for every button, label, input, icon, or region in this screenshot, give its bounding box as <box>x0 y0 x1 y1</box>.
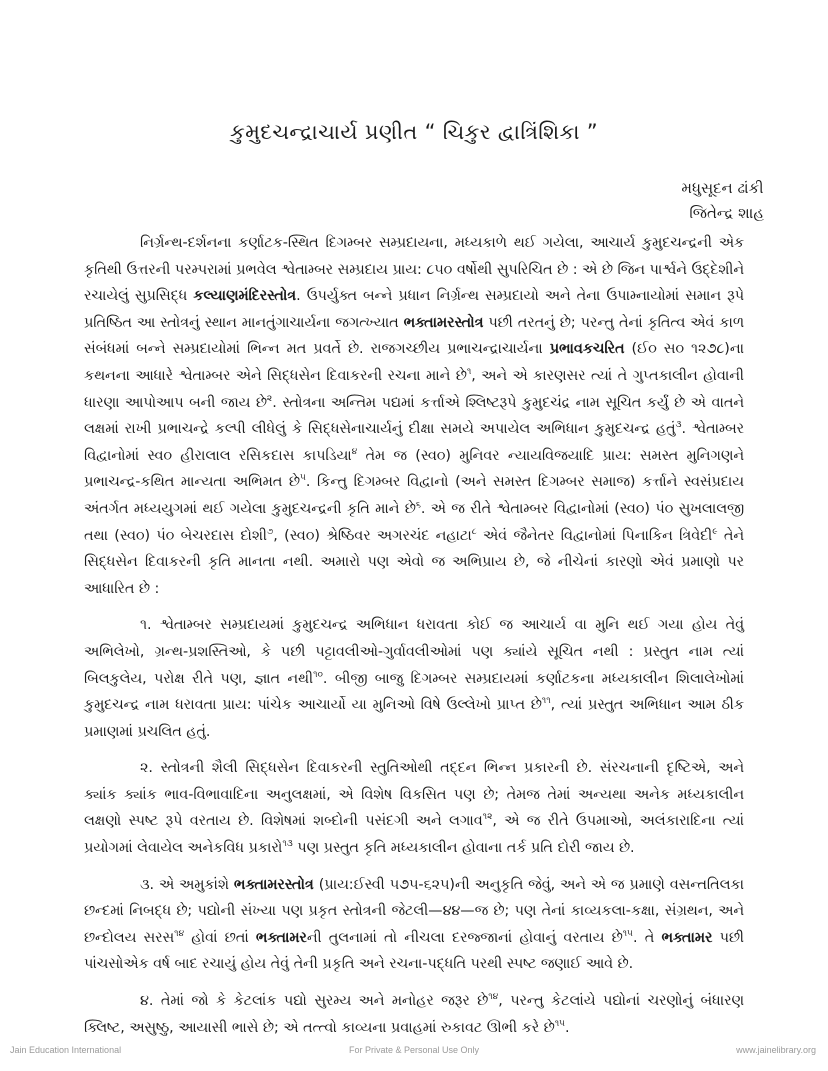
footnote-reference: ૧૦ <box>313 669 323 680</box>
paragraph-text: . કિન્તુ દિગમ્બર વિદ્વાનો (અને સમસ્ત દિગમ્બર સમાજ) કર્ત્તાને સ્વસંપ્રદાય અંતર્ગત મધ્યયુગમાં થઈ ગયેલા કુમુદચન્દ્રની કૃતિ માને છે <box>84 474 744 517</box>
bold-title-text: ભક્તામર <box>255 929 307 946</box>
bold-title-text: ભક્તામરસ્તોત્ર <box>403 314 484 331</box>
article-title: કુમુદચન્દ્રાચાર્ય પ્રણીત “ ચિકુર દ્વાત્રિંશિકા ” <box>230 120 598 144</box>
footnote-reference: ૩ <box>675 420 682 431</box>
footnote-reference: ૧ <box>466 367 472 378</box>
body-paragraph <box>84 230 744 602</box>
paragraph-text: પછી તરતનું છે; પરન્તુ તેનાં કૃતિત્વ એવં કાળ સંબંધમાં બન્ને સમ્પ્રદાયોમાં ભિન્ન મત પ્રવર્તે છે. રાજગચ્છીય પ્રભાચન્દ્રાચાર્યના <box>84 314 744 358</box>
footnote-reference: ૭ <box>267 526 274 537</box>
footer-publisher: Jain Education International <box>10 1045 122 1055</box>
body-paragraph <box>84 988 744 1041</box>
paragraph-text: ૨. સ્તોત્રની શૈલી સિદ્ધસેન દિવાકરની સ્તુતિઓથી તદ્દન ભિન્ન પ્રકારની છે. સંરચનાની દૃષ્ટિએ, અને ક્યાંક ક્યાંક ભાવ-વિભાવાદિના અનુલક્ષમાં, એ વિશેષ વિકસિત પણ છે; તેમજ તેમાં અન્યથા અનેક મધ્યકાલીન લક્ષણો સ્પષ્ટ રૂપે વરતાય છે. વિશેષમાં શબ્દોની પસંદગી અને લગાવ <box>84 760 744 830</box>
paragraph-text: ૧. શ્વેતામ્બર સમ્પ્રદાયમાં કુમુદચન્દ્ર અભિધાન ધરાવતા કોઈ જ આચાર્ય વા મુનિ થઈ ગયા હોય તેવું અભિલેખો, ગ્રન્થ-પ્રશસ્તિઓ, કે પછી પટ્ટાવલીઓ-ગુર્વાવલીઓમાં પણ ક્યાંયે સૂચિત નથી : પ્રસ્તુત નામ ત્યાં બિલકુલેય, પરોક્ષ રીતે પણ, જ્ઞાત નથી <box>84 617 744 687</box>
paragraph-text: . તે <box>632 929 662 946</box>
paragraph-text: . એ જ રીતે શ્વેતામ્બર વિદ્વાનોમાં (સ્વ૦) પં૦ સુખલાલજી તથા (સ્વ૦) પં૦ બેચરદાસ દોશી <box>84 500 744 544</box>
footnote-reference: ૧૪ <box>488 992 499 1003</box>
paragraph-text: તેમ જ (સ્વ૦) મુનિવર ન્યાયવિજયાદિ પ્રાય: સમસ્ત મુનિગણને પ્રભાચન્દ્ર-કથિત માન્યતા અભિમત છે <box>84 447 744 491</box>
paragraph-text: ૪. તેમાં જો કે કેટલાંક પદ્યો સુરમ્ય અને મનોહર જરૂર છે <box>140 993 489 1010</box>
bold-title-text: પ્રભાવકચરિત <box>549 341 625 358</box>
paragraph-text: . <box>565 1019 570 1036</box>
paragraph-text: . ઉપર્યુક્ત બન્ને પ્રધાન નિર્ગ્રન્થ સમ્પ્રદાયો અને તેના ઉપામ્નાયોમાં સમાન રૂપે પ્રતિષ્ઠિત આ સ્તોત્રનું સ્થાન માનતુંગાચાર્યના જગત્ખ્યાત <box>84 288 744 331</box>
paragraph-text: હોવાં છતાં <box>184 929 256 946</box>
paragraph-text: પછી પાંચસોએક વર્ષ બાદ રચાયું હોય તેવું તેની પ્રકૃતિ અને રચના-પદ્ધતિ પરથી સ્પષ્ટ જણાઈ આવે છે. <box>84 929 744 973</box>
footer-usage-note: For Private & Personal Use Only <box>348 1045 480 1055</box>
article-body <box>84 230 744 1051</box>
body-paragraph <box>84 755 744 861</box>
body-paragraph <box>84 612 744 745</box>
paragraph-text: એવં જૈનેતર વિદ્વાનોમાં પિનાકિન ત્રિવેદી <box>476 527 713 544</box>
author-name: મધુસૂદન ઢાંકી <box>681 179 764 197</box>
bold-title-text: ભક્તામર <box>661 929 713 946</box>
footnote-reference: ૧૨ <box>482 812 493 823</box>
paragraph-text: ની તુલનામાં તો નીચલા દરજ્જાનાં હોવાનું વરતાય છે <box>306 929 623 946</box>
footnote-reference: ૫ <box>299 473 306 484</box>
body-paragraph <box>84 872 744 978</box>
footnote-reference: ૧૩ <box>282 839 293 850</box>
footnote-reference: ૧૫ <box>622 929 633 940</box>
paragraph-text: (પ્રાય:ઈસ્વી ૫૭૫-૬૨૫)ની અનુકૃતિ જેવું, અને એ જ પ્રમાણે વસન્તતિલકા છન્દમાં નિબદ્ધ છે; પદ્યોની સંખ્યા પણ પ્રકૃત સ્તોત્રની જેટલી—૪૪—જ છે; પણ તેનાં કાવ્યકલા-કક્ષા, સંગ્રથન, અને છન્દોલય સરસ <box>84 876 744 946</box>
paragraph-text: . સ્તોત્રના અન્તિમ પદ્યમાં કર્ત્તાએ શ્લિષ્ટરૂપે કુમુદચંદ્ર નામ સૂચિત કર્યું છે એ વાતને લક્ષમાં રાખી પ્રભાચન્દ્રે કલ્પી લીધેલું કે સિદ્ધસેનાચાર્યનું દીક્ષા સમયે અપાયેલ અભિધાન કુમુદચન્દ્ર હતું <box>84 394 744 438</box>
footnote-reference: ૧૧ <box>541 696 551 707</box>
paragraph-text: તેને સિદ્ધસેન દિવાકરની કૃતિ માનતા નથી. અમારો પણ એવો જ અભિપ્રાય છે, જે નીચેનાં કારણો એવં પ્રમાણો પર આધારિત છે : <box>84 527 744 597</box>
author-name: જિતેન્દ્ર શાહ <box>689 204 764 222</box>
footnote-reference: ૧૫ <box>554 1018 566 1029</box>
paragraph-text: નિર્ગ્રન્થ-દર્શનના કર્ણાટક-સ્થિત દિગમ્બર સમ્પ્રદાયના, મધ્યકાળે થઈ ગયેલા, આચાર્ય કુમુદચન્દ્રની એક કૃતિથી ઉત્તરની પરમ્પરામાં પ્રભવેલ શ્વેતામ્બર સમ્પ્રદાય પ્રાય: ૮૫૦ વર્ષોથી સુપરિચિત છે : એ છે જિન પાર્શ્વને ઉદ્દેશીને રચાયેલું સુપ્રસિદ્ધ <box>84 235 744 305</box>
footnote-reference: ૯ <box>712 526 718 537</box>
paragraph-text: ૩. એ અમુકાંશે <box>140 876 234 893</box>
paragraph-text: , (સ્વ૦) શ્રેષ્ઠિવર અગરચંદ નહાટા <box>273 527 472 544</box>
paragraph-text: , પરન્તુ કેટલાંયે પદ્યોનાં ચરણોનું બંધારણ ક્લિષ્ટ, અસુષ્ઠુ, આયાસી ભાસે છે; એ તત્ત્વો કાવ્યના પ્રવાહમાં રુકાવટ ઊભી કરે છે <box>84 993 744 1036</box>
paragraph-text: (ઈ૦ સ૦ ૧૨૭૮)ના કથનના આધારે શ્વેતામ્બર એને સિદ્ધસેન દિવાકરની રચના માને છે <box>84 341 744 384</box>
footnote-reference: ૪ <box>351 446 358 457</box>
paragraph-text: , અને એ કારણસર ત્યાં તે ગુપ્તકાલીન હોવાની ધારણા આપોઆપ બની જાય છે <box>84 367 744 411</box>
footnote-reference: ૮ <box>471 526 477 537</box>
paragraph-text: , એ જ રીતે ઉપમાઓ, અલંકારાદિના ત્યાં પ્રયોગમાં લેવાયેલ અનેકવિધ પ્રકારો <box>84 813 744 857</box>
page-footer <box>0 1045 828 1061</box>
bold-title-text: ભક્તામરસ્તોત્ર <box>233 876 314 893</box>
footnote-reference: ૬ <box>415 500 421 511</box>
authors-block <box>681 176 764 226</box>
footnote-reference: ૨ <box>266 393 273 404</box>
paragraph-text: . બીજી બાજુ દિગમ્બર સમ્પ્રદાયમાં કર્ણાટકના મધ્યકાલીન શિલાલેખોમાં કુમુદચન્દ્ર નામ ધરાવતા પ્રાય: પાંચેક આચાર્યો યા મુનિઓ વિષે ઉલ્લેખો પ્રાપ્ત છે <box>84 670 744 714</box>
paragraph-text: . શ્વેતામ્બર વિદ્વાનોમાં સ્વ૦ હીરાલાલ રસિકદાસ કાપડિયા <box>84 421 744 464</box>
paragraph-text: , ત્યાં પ્રસ્તુત અભિધાન આમ ઠીક પ્રમાણમાં પ્રચલિત હતું. <box>84 697 744 740</box>
footer-website-link[interactable]: www.jainelibrary.org <box>736 1045 816 1055</box>
bold-title-text: કલ્યાણમંદિરસ્તોત્ર <box>193 288 297 305</box>
paragraph-text: પણ પ્રસ્તુત કૃતિ મધ્યકાલીન હોવાના તર્ક પ્રતિ દોરી જાય છે. <box>292 840 635 857</box>
footnote-reference: ૧૪ <box>174 929 185 940</box>
